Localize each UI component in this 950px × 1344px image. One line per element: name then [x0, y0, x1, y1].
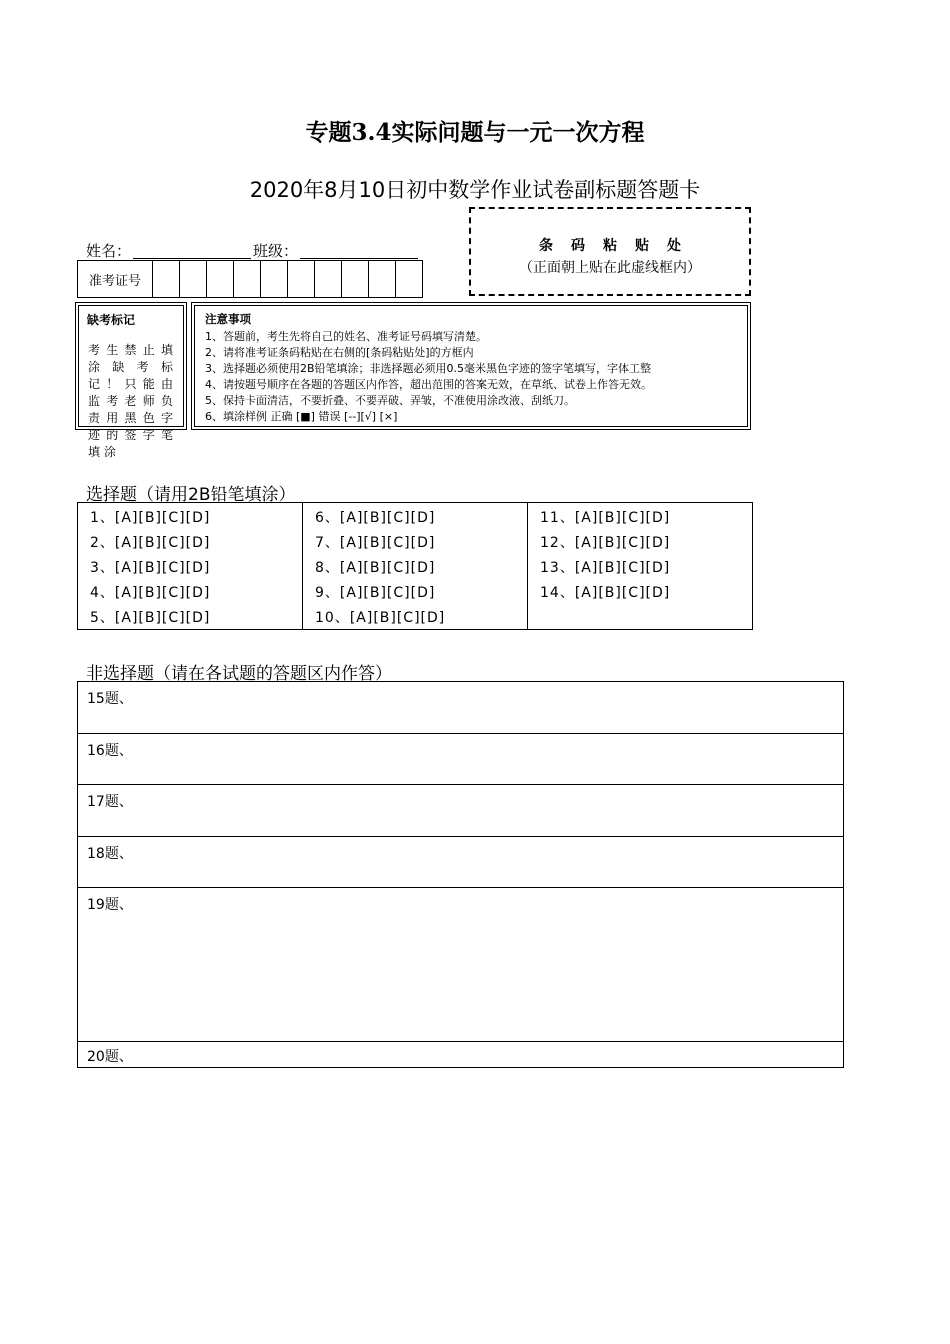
- exam-id-cell[interactable]: [234, 261, 261, 297]
- exam-id-cell[interactable]: [315, 261, 342, 297]
- exam-id-cell[interactable]: [369, 261, 396, 297]
- mc-question-row[interactable]: 8、[A][B][C][D]: [315, 560, 436, 576]
- absent-heading: 缺考标记: [87, 313, 136, 327]
- notice-item: 4、请按题号顺序在各题的答题区内作答，超出范围的答案无效，在草纸、试卷上作答无效。: [205, 378, 652, 391]
- mc-column: [78, 503, 303, 629]
- exam-id-label: 准考证号: [78, 261, 153, 297]
- name-label: 姓名：: [86, 242, 132, 260]
- mc-question-row[interactable]: 3、[A][B][C][D]: [90, 560, 211, 576]
- question-label: 19题、: [87, 897, 133, 913]
- mc-question-row[interactable]: 6、[A][B][C][D]: [315, 510, 436, 526]
- question-label: 15题、: [87, 691, 133, 707]
- mc-question-row[interactable]: 2、[A][B][C][D]: [90, 535, 211, 551]
- question-label: 16题、: [87, 743, 133, 759]
- exam-id-cell[interactable]: [180, 261, 207, 297]
- page-title: 专题3.4实际问题与一元一次方程: [305, 119, 645, 146]
- notice-item: 5、保持卡面清洁，不要折叠、不要弄破、弄皱，不准使用涂改液、刮纸刀。: [205, 394, 575, 407]
- exam-id-cell[interactable]: [288, 261, 315, 297]
- mc-question-row[interactable]: 12、[A][B][C][D]: [540, 535, 671, 551]
- mc-question-row[interactable]: 4、[A][B][C][D]: [90, 585, 211, 601]
- mc-question-row[interactable]: 9、[A][B][C][D]: [315, 585, 436, 601]
- barcode-note: （正面朝上贴在此虚线框内）: [519, 260, 701, 276]
- exam-id-cell[interactable]: [207, 261, 234, 297]
- mc-question-row[interactable]: 13、[A][B][C][D]: [540, 560, 671, 576]
- page-subtitle: 2020年8月10日初中数学作业试卷副标题答题卡: [249, 178, 701, 202]
- absent-text: 考生禁止填涂缺考标记！只能由监考老师负责用黑色字迹的签字笔填涂: [88, 343, 177, 459]
- answer-box-16[interactable]: [78, 734, 843, 785]
- answer-box-20[interactable]: [78, 1042, 843, 1068]
- notice-heading: 注意事项: [205, 312, 251, 326]
- answer-box-17[interactable]: [78, 785, 843, 837]
- mc-question-row[interactable]: 5、[A][B][C][D]: [90, 610, 211, 626]
- exam-id-cell[interactable]: [153, 261, 180, 297]
- mc-column: [528, 503, 752, 629]
- exam-id-cell[interactable]: [342, 261, 369, 297]
- mc-question-row[interactable]: 10、[A][B][C][D]: [315, 610, 446, 626]
- name-field[interactable]: [133, 244, 251, 259]
- notice-item: 1、答题前，考生先将自己的姓名、准考证号码填写清楚。: [205, 330, 487, 343]
- notice-item: 6、填涂样例 正确 [■] 错误 [--][√] [×]: [205, 410, 398, 423]
- notice-item: 2、请将准考证条码粘贴在右侧的[条码粘贴处]的方框内: [205, 346, 474, 359]
- answer-box-15[interactable]: [78, 682, 843, 734]
- class-field[interactable]: [300, 244, 418, 259]
- mc-question-row[interactable]: 7、[A][B][C][D]: [315, 535, 436, 551]
- mc-answer-table: [77, 502, 753, 630]
- question-label: 18题、: [87, 846, 133, 862]
- question-label: 17题、: [87, 794, 133, 810]
- question-label: 20题、: [87, 1049, 133, 1065]
- answer-box-18[interactable]: [78, 837, 843, 888]
- mc-question-row[interactable]: 14、[A][B][C][D]: [540, 585, 671, 601]
- exam-id-cell[interactable]: [261, 261, 288, 297]
- mc-question-row[interactable]: 1、[A][B][C][D]: [90, 510, 211, 526]
- mc-section-label: 选择题（请用2B铅笔填涂）: [86, 485, 296, 505]
- barcode-area: [469, 207, 751, 296]
- mc-question-row[interactable]: 11、[A][B][C][D]: [540, 510, 671, 526]
- exam-id-grid: [77, 260, 423, 298]
- class-label: 班级：: [253, 242, 299, 260]
- student-info-line: [86, 240, 420, 261]
- barcode-title: 条码粘贴处: [539, 238, 699, 254]
- absent-mark-box[interactable]: [75, 302, 187, 459]
- exam-id-cell[interactable]: [396, 261, 422, 297]
- open-answer-area: [77, 681, 844, 1068]
- notice-box: [191, 302, 751, 430]
- mc-column: [303, 503, 528, 629]
- notice-item: 3、选择题必须使用2B铅笔填涂；非选择题必须用0.5毫米黑色字迹的签字笔填写，字体工整: [205, 362, 652, 375]
- open-section-label: 非选择题（请在各试题的答题区内作答）: [86, 664, 392, 684]
- answer-box-19[interactable]: [78, 888, 843, 1042]
